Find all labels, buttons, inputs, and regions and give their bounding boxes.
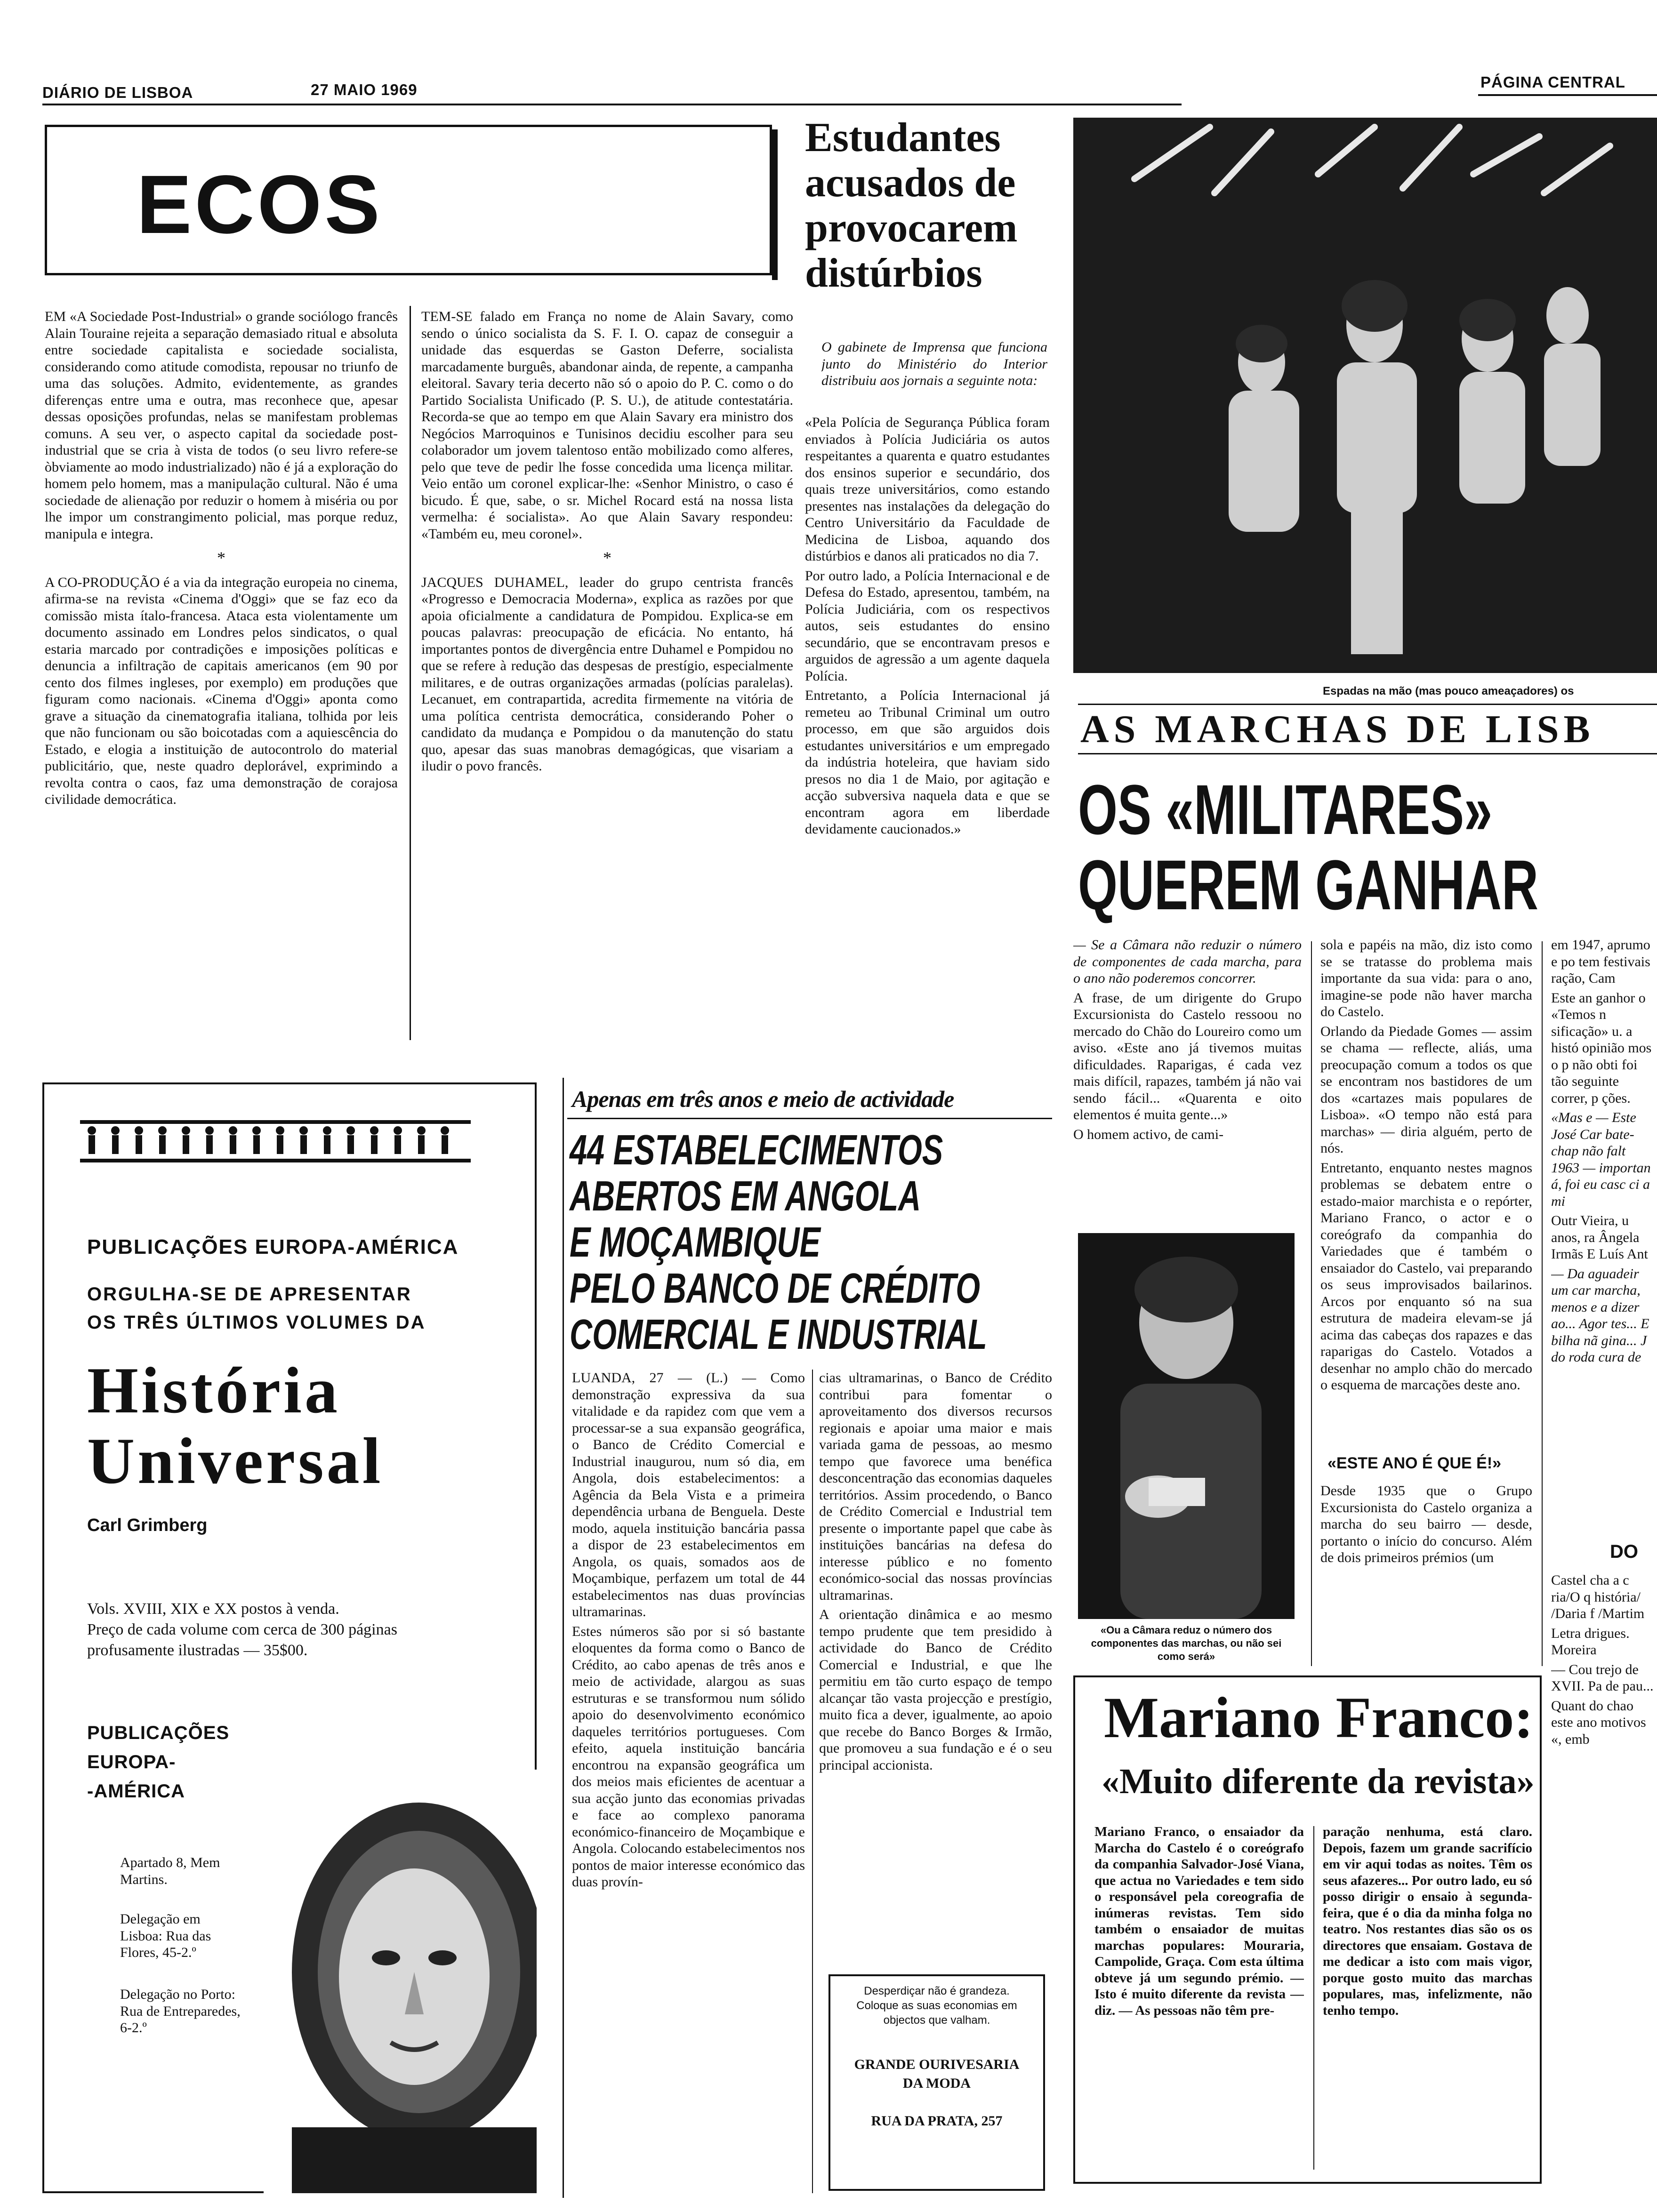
- ad-title-2: Universal: [87, 1425, 384, 1498]
- bank-headline: [570, 1127, 1054, 1358]
- marchas-paragraph: Quant do chao este ano motivos «, emb: [1551, 1698, 1646, 1747]
- marchas-column-3-head: DO: [1610, 1541, 1638, 1562]
- bank-kicker: Apenas em três anos e meio de actividade: [572, 1086, 954, 1112]
- ecos-column-2: [421, 308, 793, 1042]
- marchas-headline-1: OS «MILITARES»: [1078, 770, 1493, 849]
- estudantes-body: [805, 414, 1050, 1045]
- ad-price-1: Preço de cada volume com cerca de 300 páginas: [87, 1621, 397, 1638]
- ecos-item-coproducao: A CO-PRODUÇÃO é a via da integração europeia no cinema, afirma-se na revista «Cinema d'Oggi» que se faz eco da comissão mista ítalo-francesa. Ataca esta violentamente um documento assinado em Londres pelos sindicatos, o qual estaria marcado por contradições e imposições políticas e denuncia a infiltração de capitais americanos (em 90 por cento dos filmes ingleses, por exemplo) em produções que figuram como nacionais. «Cinema d'Oggi» aponta como grave a situação da cinematografia italiana, tolhida por leis que não funcionam ou são boicotadas com a aquiescência do Estado, e elogia a instituição de autocontrolo do material publicitário, que, neste quadro deplorável, exprimindo a revolta contra o caos, faz uma demonstração de corajosa civilidade democrática.: [45, 574, 398, 807]
- bank-paragraph: A orientação dinâmica e ao mesmo tempo prudente que tem presidido à actividade do Banco de Crédito Comercial e Industrial, e que lhe permitiu em tão curto espaço de tempo alcançar tão vasta projecção e prestígio, muito fica a dever, igualmente, ao apoio que recebe do Banco Borges & Irmão, que promoveu a sua fundação e é o seu principal accionista.: [819, 1607, 1052, 1773]
- marchas-paragraph: — Cou trejo de XVII. Pa de pau...: [1551, 1661, 1654, 1694]
- marchas-headline-2: QUEREM GANHAR: [1078, 845, 1539, 924]
- mariano-column-2: paração nenhuma, está claro. Depois, fazem um grande sacrifício em vir aqui todas as noites. Têm os seus afazeres... Por outro lado, eu só posso dirigir o ensaio à segunda-feira, que é o dia da minha folga no teatro. Nos restantes dias são os os directores que ensaiam. Gostava de me dedicar a isto com mais vigor, porque gosto muito das marchas populares, mas, infelizmente, não tenho tempo.: [1323, 1824, 1532, 2018]
- bank-column-2: [819, 1370, 1052, 1925]
- ourivesaria-address: RUA DA PRATA, 257: [871, 2113, 1003, 2129]
- marchas-paragraph: Entretanto, enquanto nestes magnos problemas se debatem entre o estado-maior marchista e o repórter, Mariano Franco, o actor e o coreógrafo da companhia do Variedades que é também o ensaiador do Castelo, vai preparando os seus improvisados bailarinos. Arcos por enquanto só na sua estrutura de madeira elevam-se já acima das cabeças dos rapazes e das raparigas do Castelo. Votados a desenhar no amplo chão do mercado o esquema de marcações deste ano.: [1320, 1160, 1532, 1393]
- ecos-item-touraine: EM «A Sociedade Post-Industrial» o grande sociólogo francês Alain Touraine rejeita a separação demasiado ritual e absoluta entre sociedade capitalista e sociedade socialista, considerando como atitude comodista, repousar no triunfo de uma das soluções. Admito, evidentemente, as grandes diferenças entre uma e outra, mas reconhece que, apesar dessas oposições profundas, nelas se manifestam problemas comuns. A seu ver, o aspecto capital da sociedade post-industrial que se cria à vista de todos (o seu livro refere-se òbviamente ao modo industrializado) não é já a exploração do homem pelo homem, mas a manipulação cultural. Não é uma sociedade de alienação por reduzir o homem à miséria ou por lhe impor um constrangimento policial, mas porque reduz, manipula e integra.: [45, 309, 398, 542]
- marchas-paragraph: sola e papéis na mão, diz isto como se se tratasse do problema mais importante da sua vida: para o ano, imagine-se pode não haver marcha do Castelo.: [1320, 937, 1532, 1019]
- masthead-rule: [42, 104, 1182, 105]
- ad-price-2: profusamente ilustradas — 35$00.: [87, 1642, 308, 1659]
- marchas-paragraph: Este an ganhor o «Temos n sificação» u. a histó opinião mos o p não obti foi tão seguinte correr, p ções.: [1551, 990, 1652, 1106]
- masthead-rule-right: [1478, 94, 1657, 96]
- mariano-subhead: «Muito diferente da revista»: [1102, 1762, 1535, 1801]
- ad-frieze: [80, 1120, 471, 1162]
- estudantes-paragraph: Entretanto, a Polícia Internacional já remeteu ao Tribunal Criminal um outro processo, em que são arguidos dois estudantes universitários e um empregado da indústria hoteleira, que haviam sido presos no dia 1 de Maio, por agitação e acção subversiva naquela data e que se encontram agora em liberdade devidamente caucionados.»: [805, 688, 1050, 837]
- marchas-kicker: AS MARCHAS DE LISB: [1080, 707, 1595, 751]
- bank-headline-line: PELO BANCO DE CRÉDITO: [570, 1265, 981, 1312]
- ad-author: Carl Grimberg: [87, 1515, 208, 1535]
- ecos-item-savary: TEM-SE falado em França no nome de Alain Savary, como sendo o único socialista da S. F. I. O. capaz de conseguir a unidade das esquerdas se Gaston Deferre, socialista marcadamente burguês, abandonar ainda, de repente, a campanha eleitoral. Savary teria decerto não só o apoio do P. C. como o do Partido Socialista Unificado (P. S. U.), de atitude contestatária. Recorda-se que ao tempo em que Alain Savary era ministro dos Negócios Marroquinos e Tunisinos decidiu escolher para seu colaborador um jovem talentoso então mobilizado como alferes, pelo que teve de pedir lhe fosse concedida uma licença militar. Veio então um coronel explicar-lhe: «Senhor Ministro, o caso é bicudo. É que, sabe, o sr. Michel Rocard está na nossa lista vermelha: é socialista». Ao que Alain Savary respondeu: «Também eu, meu coronel».: [421, 309, 793, 542]
- bank-column-rule: [812, 1370, 813, 2193]
- ecos-separator: *: [217, 548, 225, 567]
- marchas-column-1: [1073, 937, 1302, 1224]
- bank-paragraph: Estes números são por si só bastante eloquentes da forma como o Banco de Crédito, ao cabo apenas de três anos e meio de actividade, alargou as suas estruturas e se transformou num sólido apoio do desenvolvimento económico daqueles territórios portugueses. Com efeito, aquela instituição bancária encontrou na expansão geográfica um dos meios mais eficientes de acentuar a sua acção junto das economias privadas e face ao complexo panorama económico-financeiro de Moçambique e Angola. Colocando estabelecimentos nos pontos de maior interesse económico das duas provín-: [572, 1623, 805, 1890]
- egyptian-frieze-icon: [80, 1120, 471, 1162]
- masthead-date: 27 MAIO 1969: [311, 81, 418, 98]
- marchas-small-photo-caption: «Ou a Câmara reduz o número dos componentes das marchas, ou não sei como será»: [1091, 1624, 1282, 1662]
- ourivesaria-text: Desperdiçar não é grandeza. Coloque as suas economias em objectos que valham.: [856, 1985, 1017, 2027]
- ad-address-1: Apartado 8, Mem Martins.: [120, 1855, 220, 1887]
- ad-tagline-2: OS TRÊS ÚLTIMOS VOLUMES DA: [87, 1312, 426, 1333]
- marchas-paragraph: Castel cha a c ria/O q história/ /Daria f /Martim: [1551, 1572, 1645, 1621]
- bank-headline-line: ABERTOS EM ANGOLA: [570, 1173, 921, 1220]
- marchas-kicker-rule: [1078, 753, 1657, 754]
- ad-pub-1: PUBLICAÇÕES: [87, 1723, 230, 1743]
- ad-pub-2: EUROPA-: [87, 1752, 176, 1772]
- marchas-column-3b: [1551, 1572, 1657, 2160]
- ecos-item-duhamel: JACQUES DUHAMEL, leader do grupo centrista francês «Progresso e Democracia Moderna», explica as razões por que apoia oficialmente a candidatura de Pompidou. Explica-se em poucas palavras: preocupação de eficácia. No entanto, há importantes pontos de divergência entre Duhamel e Pompidou no que se refere à redução das despesas de prestígio, especialmente militares, e de outras organizações armadas (polícias paralelas). Lecanuet, em contrapartida, acredita firmemente na vitória de uma política centrista democrática, considerando Poher o candidato da mudança e Pompidou o da manutenção do statu quo, apesar das suas manobras demagógicas, que visariam a iludir o povo francês.: [421, 574, 793, 774]
- marchas-paragraph: — Da aguadeir um car marcha, menos e a dizer ao... Agor tes... E bilha nã gina... J do roda cura de: [1551, 1266, 1649, 1365]
- mariano-column-1: Mariano Franco, o ensaiador da Marcha do Castelo é o coreógrafo da companhia Salvador-José Viana, que actua no Variedades e tem sido o responsável pela coreografia de inúmeras revistas. Tem sido também o ensaiador de muitas marchas populares: Mouraria, Campolide, Graça. Com esta última obteve já um segundo prémio. — Isto é muito diferente da revista — diz. — As pessoas não têm pre-: [1094, 1824, 1304, 2018]
- bank-paragraph: LUANDA, 27 — (L.) — Como demonstração expressiva da sua vitalidade e da rapidez com que vem a processar-se a sua expansão geográfica, o Banco de Crédito Comercial e Industrial inaugurou, num só dia, em Angola, dois estabelecimentos: a Agência da Bela Vista e a primeira dependência urbana de Benguela. Deste modo, aquela instituição bancária passa a dispor de 23 estabelecimentos em Angola, os quais, somados aos de Moçambique, perfazem um total de 44 estabelecimentos nas duas províncias ultramarinas.: [572, 1370, 805, 1619]
- estudantes-paragraph: Por outro lado, a Polícia Internacional e de Defesa do Estado, apresentou, também, na Polícia Judiciária, com os respectivos autos, seis estudantes do ensino secundário, que se encontravam presos e arguidos de agressão a um agente daquela Polícia.: [805, 568, 1050, 684]
- marchas-column-rule: [1542, 941, 1543, 1666]
- marchas-photo-caption: Espadas na mão (mas pouco ameaçadores) os: [1323, 685, 1574, 697]
- masthead-section: PÁGINA CENTRAL: [1480, 73, 1625, 91]
- marchas-paragraph: Letra drigues. Moreira: [1551, 1625, 1630, 1658]
- astronaut-illustration: [264, 1770, 537, 2193]
- ourivesaria-name-2: DA MODA: [902, 2076, 971, 2091]
- mariano-column-rule: [1313, 1826, 1314, 2170]
- bank-headline-line: COMERCIAL E INDUSTRIAL: [570, 1311, 987, 1358]
- ad-tagline-1: ORGULHA-SE DE APRESENTAR: [87, 1284, 412, 1305]
- marchas-paragraph: — Se a Câmara não reduzir o número de componentes de cada marcha, para o ano não poderemos concorrer.: [1073, 937, 1302, 986]
- marchas-paragraph: O homem activo, de cami-: [1073, 1126, 1224, 1142]
- bank-paragraph: cias ultramarinas, o Banco de Crédito contribui para fomentar o aproveitamento dos diversos recursos regionais e apoiar uma maior e mais variada gama de pessoas, ao mesmo tempo que favorece uma benéfica desconcentração das economias daqueles territórios. Assim procedendo, o Banco de Crédito Comercial e Industrial tem presente o importante papel que cabe às instituições bancárias na defesa do interesse público e no fomento económico-social das nossas províncias ultramarinas.: [819, 1370, 1052, 1603]
- ad-pub-3: -AMÉRICA: [87, 1781, 185, 1802]
- marchas-small-photo-image: [1078, 1233, 1295, 1619]
- ad-address-3: Delegação no Porto: Rua de Entreparedes, 6-2.º: [120, 1987, 241, 2036]
- marchas-paragraph: A frase, de um dirigente do Grupo Excursionista do Castelo ressoou no mercado do Chão do Loureiro como um aviso. «Este ano já tivemos muitas dificuldades. Raparigas, é cada vez mais difícil, rapazes, também já não vai sendo fácil... «Quarenta e oito elementos é muita gente...»: [1073, 990, 1302, 1122]
- marchas-paragraph: Orlando da Piedade Gomes — assim se chama — reflecte, aliás, uma preocupação comum a todos os que se encontram nos bastidores de um dos «cartazes mais populares de Lisboa». «O tempo não está para marchas» — diria alguém, perto de nós.: [1320, 1023, 1532, 1156]
- marchas-column-rule: [1311, 941, 1312, 1666]
- marchas-paragraph: Outr Vieira, u anos, ra Ângela Irmãs E Luís Ant: [1551, 1213, 1648, 1262]
- ad-address-2: Delegação em Lisboa: Rua das Flores, 45-2.º: [120, 1911, 211, 1960]
- marchas-photo: [1073, 118, 1657, 673]
- ad-vols: Vols. XVIII, XIX e XX postos à venda.: [87, 1600, 339, 1618]
- bank-column-1: [572, 1370, 805, 2198]
- estudantes-headline: Estudantes acusados de provocarem distúrbios: [805, 115, 1018, 296]
- ad-publisher: PUBLICAÇÕES EUROPA-AMÉRICA: [87, 1235, 459, 1258]
- marchas-kicker-rule: [1078, 704, 1657, 705]
- ourivesaria-name-1: GRANDE OURIVESARIA: [854, 2057, 1020, 2072]
- mariano-headline: Mariano Franco:: [1104, 1685, 1534, 1750]
- estudantes-paragraph: «Pela Polícia de Segurança Pública foram enviados à Polícia Judiciária os autos respeitantes a quarenta e quatro estudantes dos ensinos superior e secundário, dos quais treze universitários, como estando presentes nas instalações da delegação do Centro Universitário da Faculdade de Medicina de Lisboa, aquando dos distúrbios e danos ali praticados no dia 7.: [805, 415, 1050, 564]
- marchas-paragraph: «Mas e — Este José Car bate-chap não falt 1963 — importan á, foi eu casc ci a mi: [1551, 1110, 1651, 1209]
- ad-astronaut-photo: [264, 1770, 537, 2193]
- marchas-column-3: [1551, 937, 1657, 1525]
- ecos-column-1: [45, 308, 398, 1042]
- marchas-photo-image: [1073, 118, 1657, 673]
- bank-headline-line: E MOÇAMBIQUE: [570, 1219, 820, 1266]
- ecos-separator: *: [603, 548, 611, 567]
- marchas-subhead: «ESTE ANO É QUE É!»: [1327, 1454, 1502, 1472]
- bank-headline-line: 44 ESTABELECIMENTOS: [570, 1127, 943, 1174]
- ecos-column-rule: [410, 306, 411, 1040]
- marchas-column-2: [1320, 937, 1532, 1445]
- ecos-box-shadow: [772, 129, 778, 280]
- marchas-column-2b: Desde 1935 que o Grupo Excursionista do Castelo organiza a marcha do seu bairro — desde, portanto o início do concurso. Além de dois primeiros prémios (um: [1320, 1483, 1532, 1565]
- marchas-paragraph: em 1947, aprumo e po tem festivais ração, Cam: [1551, 937, 1650, 986]
- masthead-paper: DIÁRIO DE LISBOA: [42, 84, 193, 101]
- ad-title-1: História: [87, 1354, 340, 1427]
- bank-kicker-rule: [567, 1118, 1052, 1119]
- ecos-logo: ECOS: [137, 159, 383, 251]
- marchas-small-photo: [1078, 1233, 1295, 1619]
- bank-left-rule: [563, 1078, 564, 2198]
- estudantes-lead: O gabinete de Imprensa que funciona junto do Ministério do Interior distribuiu aos jornais a seguinte nota:: [821, 339, 1047, 388]
